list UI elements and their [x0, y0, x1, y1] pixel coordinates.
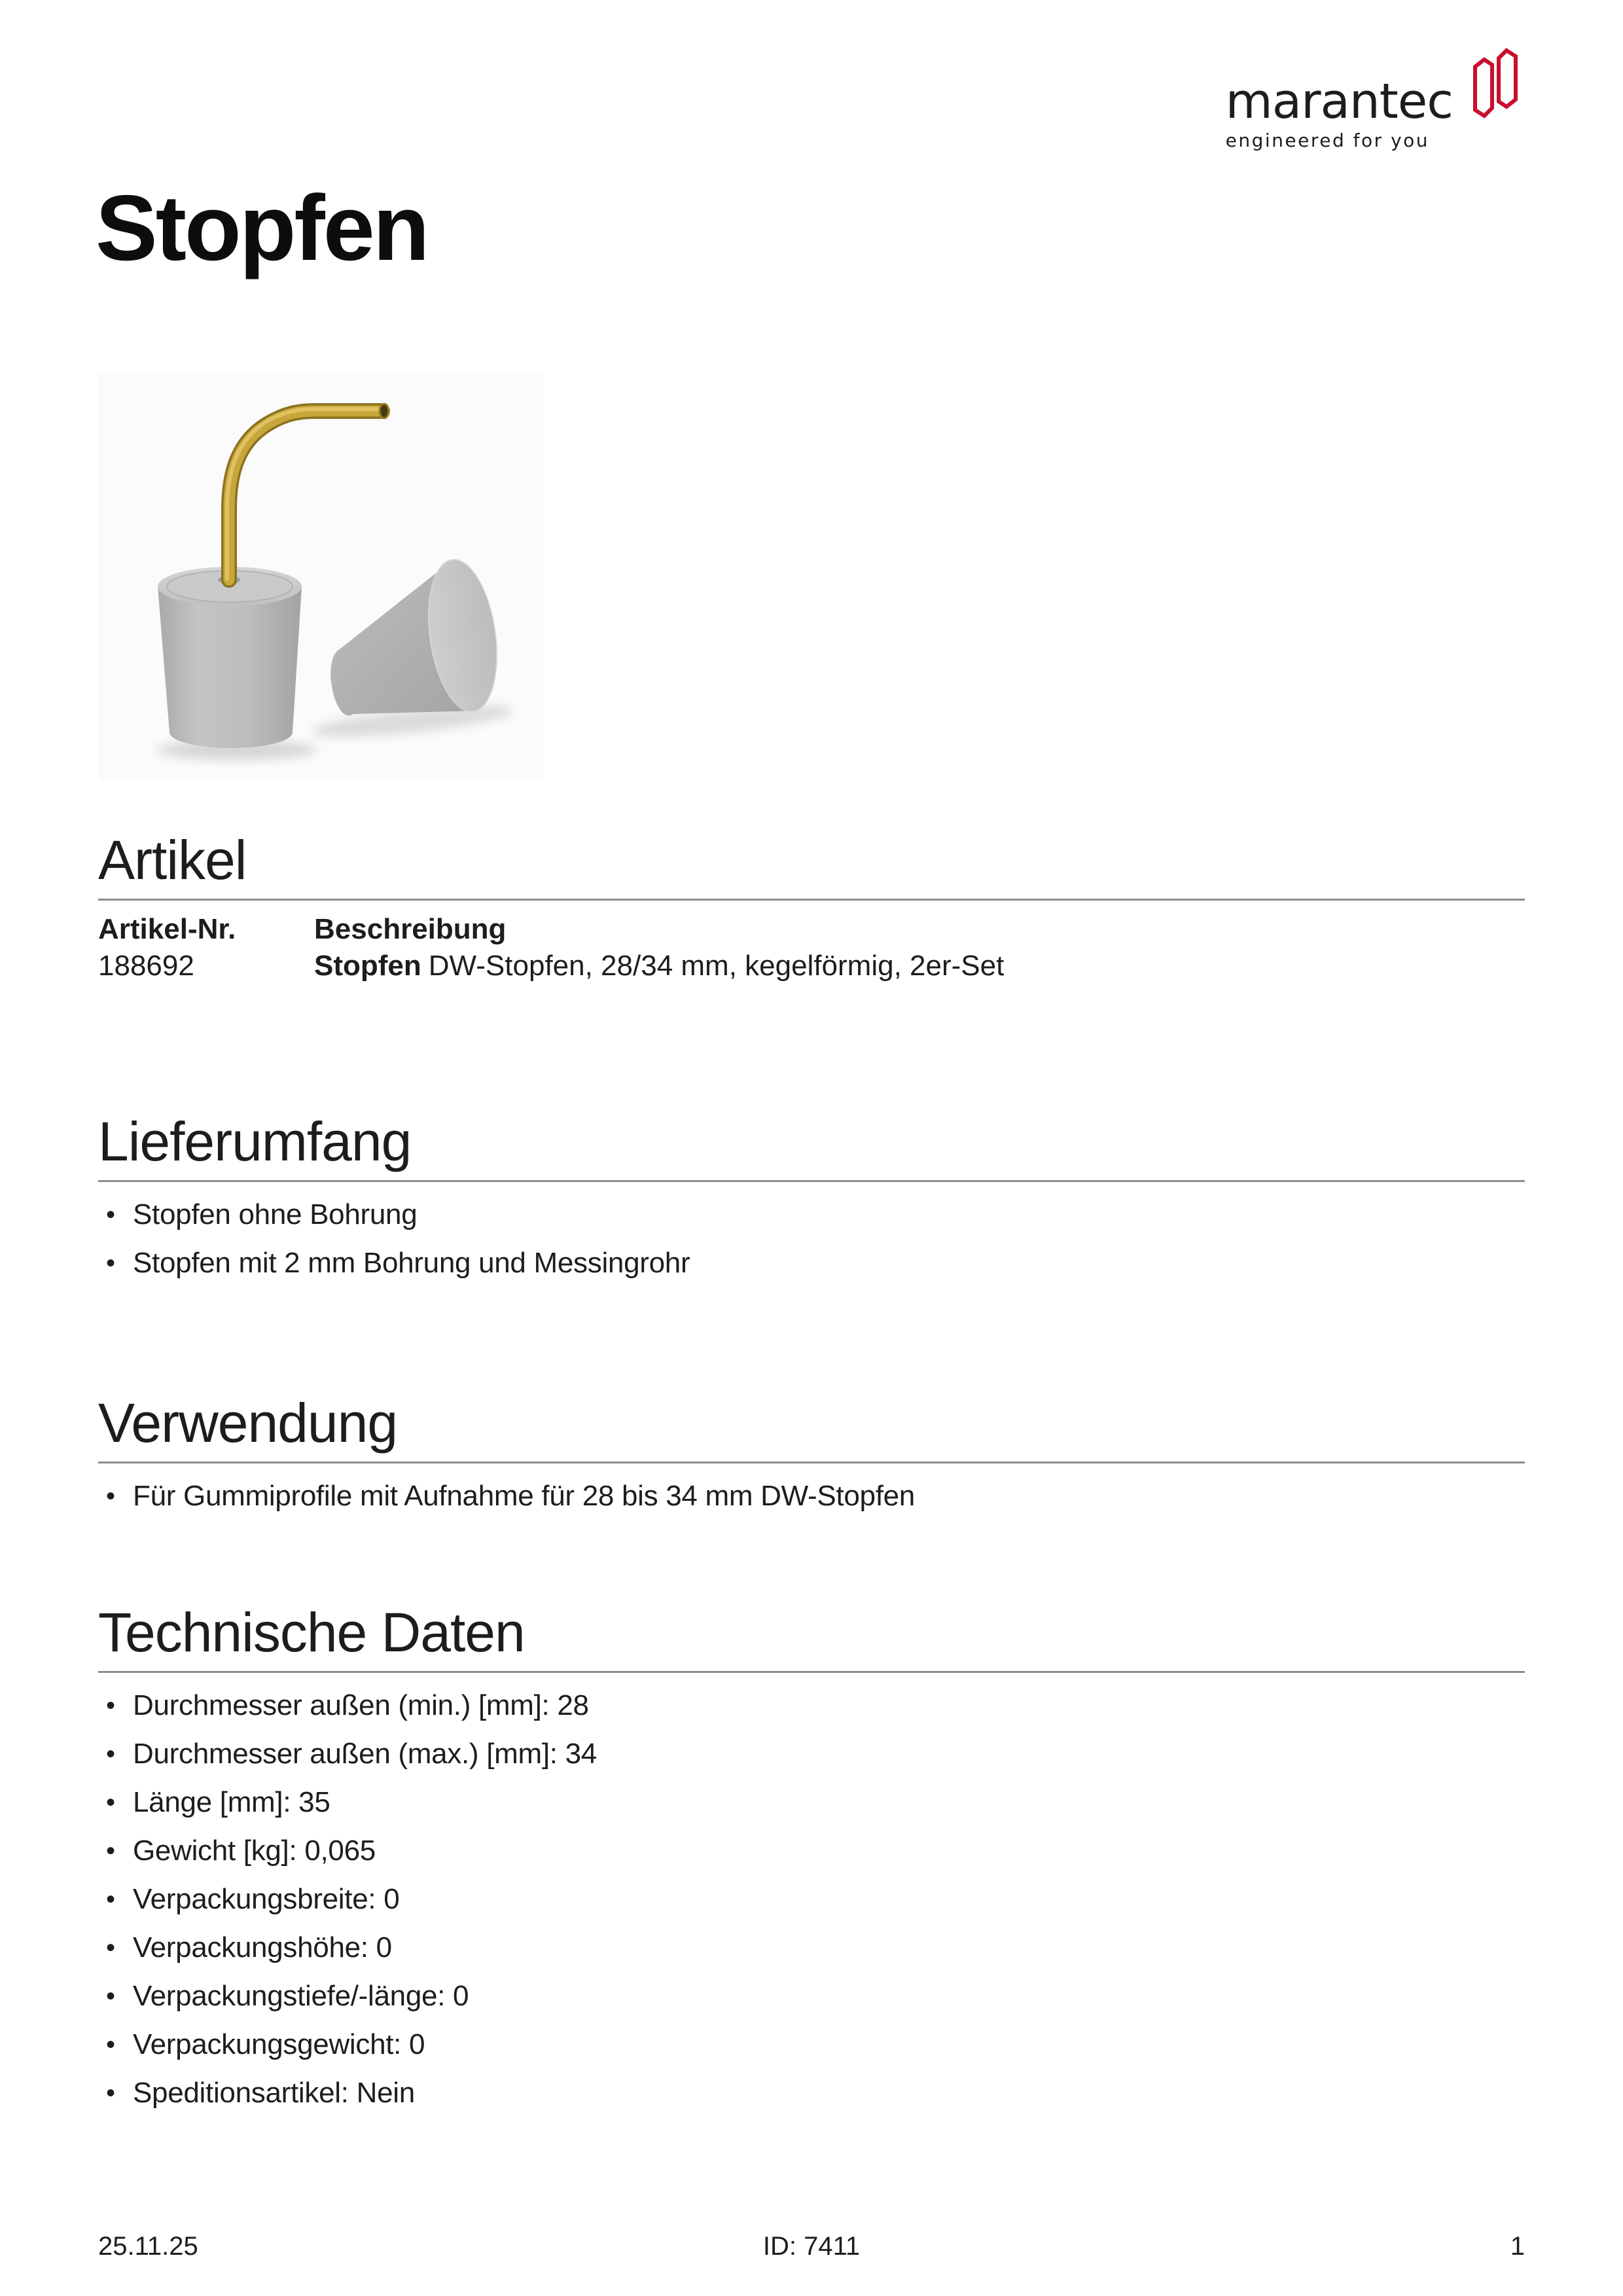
bullet-icon: • [106, 1200, 115, 1229]
list-item-text: Stopfen mit 2 mm Bohrung und Messingrohr [133, 1247, 690, 1279]
list-item-text: Verpackungstiefe/-länge: 0 [133, 1980, 469, 2012]
list-item [98, 1730, 1525, 1778]
cell-beschreibung [314, 948, 1525, 984]
list-item [98, 1827, 1525, 1875]
bullet-icon: • [106, 1788, 115, 1817]
bullet-icon: • [106, 1982, 115, 2011]
bullet-icon: • [106, 1837, 115, 1865]
artikel-table-header-row [98, 911, 1525, 948]
list-item [98, 1875, 1525, 1924]
bullet-icon: • [106, 1691, 115, 1720]
list-item-text: Gewicht [kg]: 0,065 [133, 1835, 376, 1867]
list-item [98, 2020, 1525, 2069]
section-lieferumfang [98, 1111, 1525, 1287]
list-item-text: Durchmesser außen (min.) [mm]: 28 [133, 1689, 589, 1721]
artikel-table [98, 911, 1525, 984]
list-item-text: Länge [mm]: 35 [133, 1786, 330, 1818]
technische-daten-list [98, 1681, 1525, 2117]
section-technische-daten [98, 1602, 1525, 2117]
footer-date: 25.11.25 [98, 2232, 198, 2261]
list-item [98, 1472, 1525, 1520]
list-item [98, 1239, 1525, 1287]
list-item-text: Speditionsartikel: Nein [133, 2077, 415, 2109]
bullet-icon: • [106, 1933, 115, 1962]
logo-text-column [1225, 73, 1453, 151]
column-header-artikel-nr: Artikel-Nr. [98, 913, 236, 945]
section-title-technische-daten: Technische Daten [98, 1605, 1525, 1673]
page-title: Stopfen [96, 176, 428, 280]
product-photo [98, 372, 543, 781]
footer-document-id: ID: 7411 [762, 2232, 861, 2261]
section-title-artikel: Artikel [98, 833, 1525, 901]
marantec-emblem-icon [1466, 47, 1525, 119]
section-verwendung [98, 1392, 1525, 1520]
logo-wordmark: marantec [1225, 73, 1453, 130]
list-item-text: Stopfen ohne Bohrung [133, 1198, 418, 1230]
column-header-beschreibung: Beschreibung [314, 913, 507, 945]
product-description: DW-Stopfen, 28/34 mm, kegelförmig, 2er-Set [428, 950, 1005, 982]
list-item [98, 1778, 1525, 1827]
footer-page-number: 1 [1510, 2232, 1525, 2261]
section-title-verwendung: Verwendung [98, 1395, 1525, 1463]
bullet-icon: • [106, 1249, 115, 1278]
cell-artikel-nr: 188692 [98, 950, 194, 982]
bullet-icon: • [106, 1885, 115, 1914]
list-item [98, 1681, 1525, 1730]
logo-tagline: engineered for you [1225, 130, 1430, 151]
section-title-lieferumfang: Lieferumfang [98, 1114, 1525, 1182]
product-photo-illustration [98, 372, 543, 781]
marantec-logo [1226, 47, 1525, 150]
bullet-icon: • [106, 2079, 115, 2108]
list-item-text: Verpackungsbreite: 0 [133, 1883, 400, 1915]
product-name: Stopfen [314, 950, 421, 982]
list-item [98, 1924, 1525, 1972]
bullet-icon: • [106, 2030, 115, 2059]
list-item-text: Durchmesser außen (max.) [mm]: 34 [133, 1738, 597, 1770]
list-item [98, 1191, 1525, 1239]
bullet-icon: • [106, 1740, 115, 1768]
list-item-text: Verpackungshöhe: 0 [133, 1931, 392, 1964]
verwendung-list [98, 1472, 1525, 1520]
bullet-icon: • [106, 1482, 115, 1511]
section-artikel [98, 829, 1525, 984]
list-item-text: Verpackungsgewicht: 0 [133, 2028, 425, 2060]
lieferumfang-list [98, 1191, 1525, 1287]
table-row [98, 948, 1525, 984]
list-item [98, 1972, 1525, 2020]
list-item [98, 2069, 1525, 2117]
list-item-text: Für Gummiprofile mit Aufnahme für 28 bis 34 mm DW-Stopfen [133, 1480, 915, 1512]
